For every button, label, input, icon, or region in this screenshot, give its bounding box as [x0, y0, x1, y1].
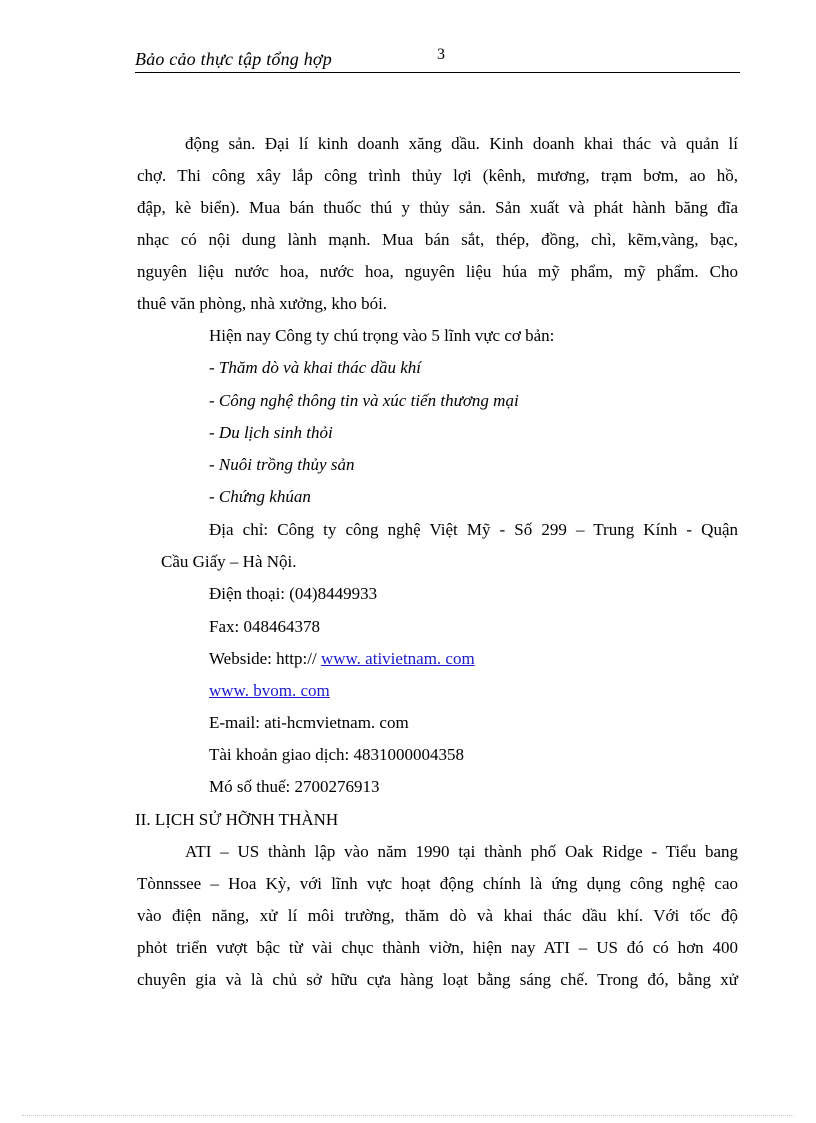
- paragraph-line: chợ. Thi công xây lắp công trình thủy lợi (kênh, mương, trạm bơm, ao hồ,: [137, 166, 738, 185]
- website-link[interactable]: www. bvom. com: [209, 681, 330, 700]
- paragraph-line: chuyên gia và là chủ sở hữu cựa hàng loạt bằng sáng chế. Trong đó, bằng xử: [137, 970, 738, 989]
- paragraph-line: động sản. Đại lí kinh doanh xăng dầu. Kinh doanh khai thác và quản lí: [185, 134, 738, 153]
- address-line: Địa chỉ: Công ty công nghệ Việt Mỹ - Số 299 – Trung Kính - Quận: [209, 520, 738, 539]
- paragraph-line: phỏt triển vượt bậc từ vài chục thành viờn, hiện nay ATI – US đó có hơn 400: [137, 938, 738, 957]
- field-item: - Công nghệ thông tin và xúc tiến thương mại: [209, 391, 519, 410]
- section-heading: II. LỊCH SỬ HỠNH THÀNH: [135, 810, 339, 829]
- paragraph-line: nhạc có nội dung lành mạnh. Mua bán sắt, thép, đồng, chì, kẽm,vàng, bạc,: [137, 230, 738, 249]
- header-title: Bảo cảo thực tập tổng hợp: [135, 49, 332, 69]
- paragraph-line: vào điện năng, xử lí môi trường, thăm dò và khai thác dầu khí. Với tốc độ: [137, 906, 738, 925]
- paragraph-line: đập, kè biển). Mua bán thuốc thú y thủy sản. Sản xuất và phát hành băng đĩa: [137, 198, 738, 217]
- paragraph-line: nguyên liệu nước hoa, nước hoa, nguyên liệu húa mỹ phẩm, mỹ phẩm. Cho: [137, 262, 738, 281]
- fax-text: Fax: 048464378: [209, 617, 320, 636]
- field-item: - Thăm dò và khai thác dầu khí: [209, 358, 421, 377]
- page-number: 3: [437, 46, 445, 63]
- tax-code-text: Mó số thuế: 2700276913: [209, 777, 380, 796]
- page-bottom-border: [22, 1115, 794, 1116]
- paragraph-line: ATI – US thành lập vào năm 1990 tại thành phố Oak Ridge - Tiểu bang: [185, 842, 738, 861]
- email-text: E-mail: ati-hcmvietnam. com: [209, 713, 409, 732]
- website-label: Webside: http://: [209, 649, 317, 668]
- page-header: [135, 48, 740, 73]
- field-item: - Du lịch sinh thỏi: [209, 423, 333, 442]
- paragraph-line: Tònnssee – Hoa Kỳ, với lĩnh vực hoạt động chính là ứng dụng công nghệ cao: [137, 874, 738, 893]
- address-line: Cầu Giấy – Hà Nội.: [161, 552, 297, 571]
- field-item: - Nuôi trồng thủy sản: [209, 455, 355, 474]
- website-row: [209, 681, 330, 701]
- fields-intro: Hiện nay Công ty chú trọng vào 5 lĩnh vực cơ bản:: [209, 326, 555, 345]
- phone-text: Điện thoại: (04)8449933: [209, 584, 378, 603]
- field-item: - Chứng khúan: [209, 487, 311, 506]
- website-link[interactable]: www. ativietnam. com: [320, 649, 475, 668]
- paragraph-line: thuê văn phòng, nhà xưởng, kho bói.: [137, 294, 388, 313]
- website-row: [209, 649, 475, 669]
- account-text: Tài khoản giao dịch: 4831000004358: [209, 745, 464, 764]
